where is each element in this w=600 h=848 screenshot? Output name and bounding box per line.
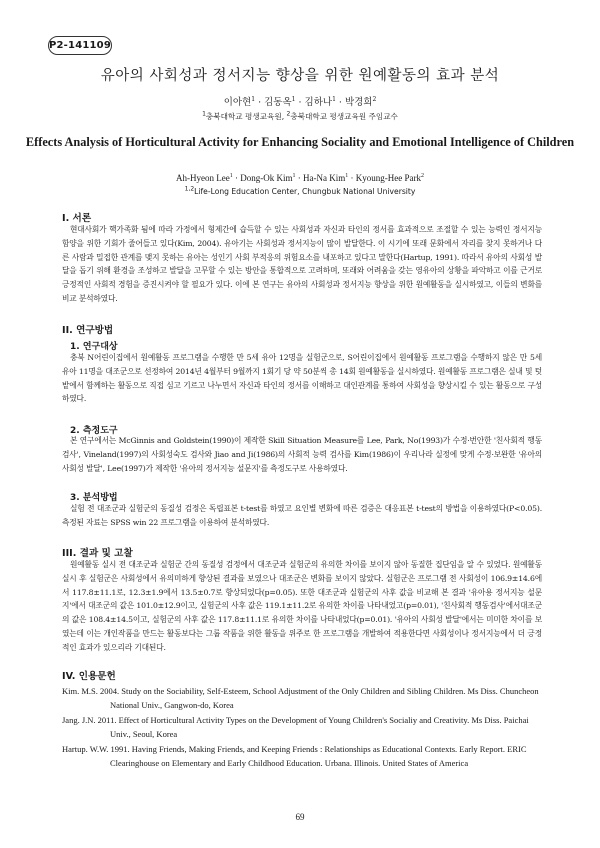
section-heading-references: IV. 인용문헌 [62, 671, 116, 682]
section-heading-methods: II. 연구방법 [62, 325, 114, 336]
analysis-paragraph: 실험 전 대조군과 실험군의 동질성 검정은 독립표본 t-test를 하였고 요인별 변화에 따른 검증은 대응표본 t-test의 방법을 이용하였다(P<0.05). 측정된 자료는 SPSS win 22 프로그램을 이용하여 분석하였다. [62, 504, 542, 527]
tools-paragraph: 본 연구에서는 McGinnis and Goldstein(1990)이 제작한 Skill Situation Measure를 Lee, Park, No(1993)가 수정·번안한 '친사회적 행동검사', Vineland(1997)의 사회성숙도 검사와 Jiao and Ji(1986)의 사회적 능력 검사를 Kim(1986)이 우리나라 실정에 맞게 수정·보완한 '유아의 사회성 발달', Lee(1997)가 제작한 '유아의 정서지능 설문지'를 측정도구로 사용하였다. [62, 436, 542, 473]
author-name: 박경희 [344, 97, 373, 108]
section-heading-results: III. 결과 및 고찰 [62, 548, 133, 559]
reference-item: Hartup. W.W. 1991. Having Friends, Making Friends, and Keeping Friends : Relationships as Educational Contexts. Early Report. ERIC Clearinghouse on Elementary and Early Childhood Education. Urbana. Illinois. United States of America [62, 744, 527, 768]
subsection-heading-subjects: 1. 연구대상 [70, 342, 118, 352]
subsection-heading-tools: 2. 측정도구 [70, 426, 118, 436]
paper-code-badge: P2-141109 [48, 36, 112, 55]
korean-affiliation: $^1$충북대학교 평생교육원, $^2$충북대학교 평생교육원 주임교수 [202, 110, 398, 121]
korean-authors: 이아현$^1$ · 김동옥$^1$ · 김하나$^1$ · 박경희$^2$ [223, 95, 377, 108]
author-name: 김하나 [304, 97, 333, 108]
korean-title: 유아의 사회성과 정서지능 향상을 위한 원예활동의 효과 분석 [100, 68, 500, 84]
author-name: Kyoung-Hee Park [355, 173, 421, 183]
page-number: 69 [295, 812, 305, 822]
results-paragraph: 원예활동 실시 전 대조군과 실험군 간의 동질성 검정에서 대조군과 실험군의 유의한 차이를 보이지 않아 동질한 집단임을 알 수 있었다. 원예활동 실시 후 실험군은 사회성에서 유의미하게 향상된 결과를 보였으나 대조군은 변화를 보이지 않았다. 실험군은 프로그램 전 사회성이 106.9±14.6에서 117.8±11.1로, 12.3±1.9에서 13.5±0.7로 향상되었다(p=0.05). 또한 대조군과 실험군의 사후 값을 비교해 본 결과 '유아용 정서지능 설문지'에서 대조군의 값은 101.0±12.9이고, 실험군의 사후 값은 119.1±11.2로 유의한 차이를 나타내었고(p=0.01), '친사회적 행동검사'에서대조군의 값은 108.4±14.5이고, 실험군의 사후 값은 117.8±11.1로 유의한 차이를 나타내었다(p=0.01). '유아의 사회성 발달'에서는 미미한 차이를 보였는데 이는 개인작품을 만드는 활동보다는 그룹 작품을 위한 활동을 위주로 한 프로그램을 개발하여 적용한다면 사회성이나 정서지능에서 더 긍정적인 효과가 있으리라 기대된다. [62, 560, 542, 652]
reference-list [62, 684, 542, 771]
reference-item: Jang. J.N. 2011. Effect of Horticultural Activity Types on the Development of Young Children's Socialiy and Creativity. Ms Diss. Paichai Univ., Seoul, Korea [62, 715, 529, 739]
author-name: 이아현 [223, 97, 252, 108]
introduction-paragraph: 현대사회가 핵가족화 됨에 따라 가정에서 형제간에 습득할 수 있는 사회성과 자신과 타인의 정서를 효과적으로 조절할 수 있는 능력인 정서지능 함양을 위한 기회가 줄어들고 있다(Kim, 2004). 유아기는 사회성과 정서지능이 많이 발달한다. 이 시기에 또래 문화에서 자리를 찾지 못하거나 다른 사람과 밀접한 관계를 맺지 못하는 유아는 성인기 사회 부적응의 위험요소를 내포하고 있다고 말한다(Hartup, 1991). 따라서 유아의 사회성 발달을 돕기 위해 환경을 조성하고 발달을 고무할 수 있는 방안을 통합적으로 고려하며, 또래와 어려움을 갖는 영유아의 상황을 파악하고 이를 근거로 긍정적인 사회적 경험을 증진시켜야 할 필요가 있다. 이에 본 연구는 유아의 사회성과 정서지능 향상을 위한 원예활동을 실시하였고, 이들의 변화를 비교 분석하였다. [62, 225, 542, 303]
english-title: Effects Analysis of Horticultural Activity for Enhancing Sociality and Emotional Intelligence of Children [25, 135, 575, 149]
subsection-heading-analysis: 3. 분석방법 [70, 493, 118, 503]
reference-item: Kim. M.S. 2004. Study on the Sociability, Self-Esteem, School Adjustment of the Only Children and Sibling Children. Ms Diss. Chuncheon National Univ., Gangwon-do, Korea [62, 686, 539, 710]
english-affiliation: $^{1,2}$Life-Long Education Center, Chungbuk National University [184, 185, 416, 196]
author-name: Dong-Ok Kim [240, 173, 293, 183]
section-heading-introduction: I. 서론 [62, 213, 92, 224]
author-name: Ha-Na Kim [303, 173, 346, 183]
author-name: Ah-Hyeon Lee [176, 173, 230, 183]
english-authors: Ah-Hyeon Lee$^1$ · Dong-Ok Kim$^1$ · Ha-Na Kim$^1$ · Kyoung-Hee Park$^2$ [176, 173, 424, 183]
author-name: 김동옥 [264, 97, 292, 108]
subjects-paragraph: 충북 N어린이집에서 원예활동 프로그램을 수행한 만 5세 유아 12명을 실험군으로, S어린이집에서 원예활동 프로그램을 수행하지 않은 만 5세 유아 11명을 대조군으로 선정하여 2014년 4월부터 9월까지 1회기 당 약 50분씩 총 14회 원예활동을 실시하였다. 원예활동 프로그램은 실내 및 텃밭에서 함께하는 활동으로 직접 심고 기르고 나누면서 자신과 타인의 정서를 이해하고 대인관계를 통하여 사회성을 향상시킬 수 있는 활동으로 구성하였다. [62, 353, 542, 404]
